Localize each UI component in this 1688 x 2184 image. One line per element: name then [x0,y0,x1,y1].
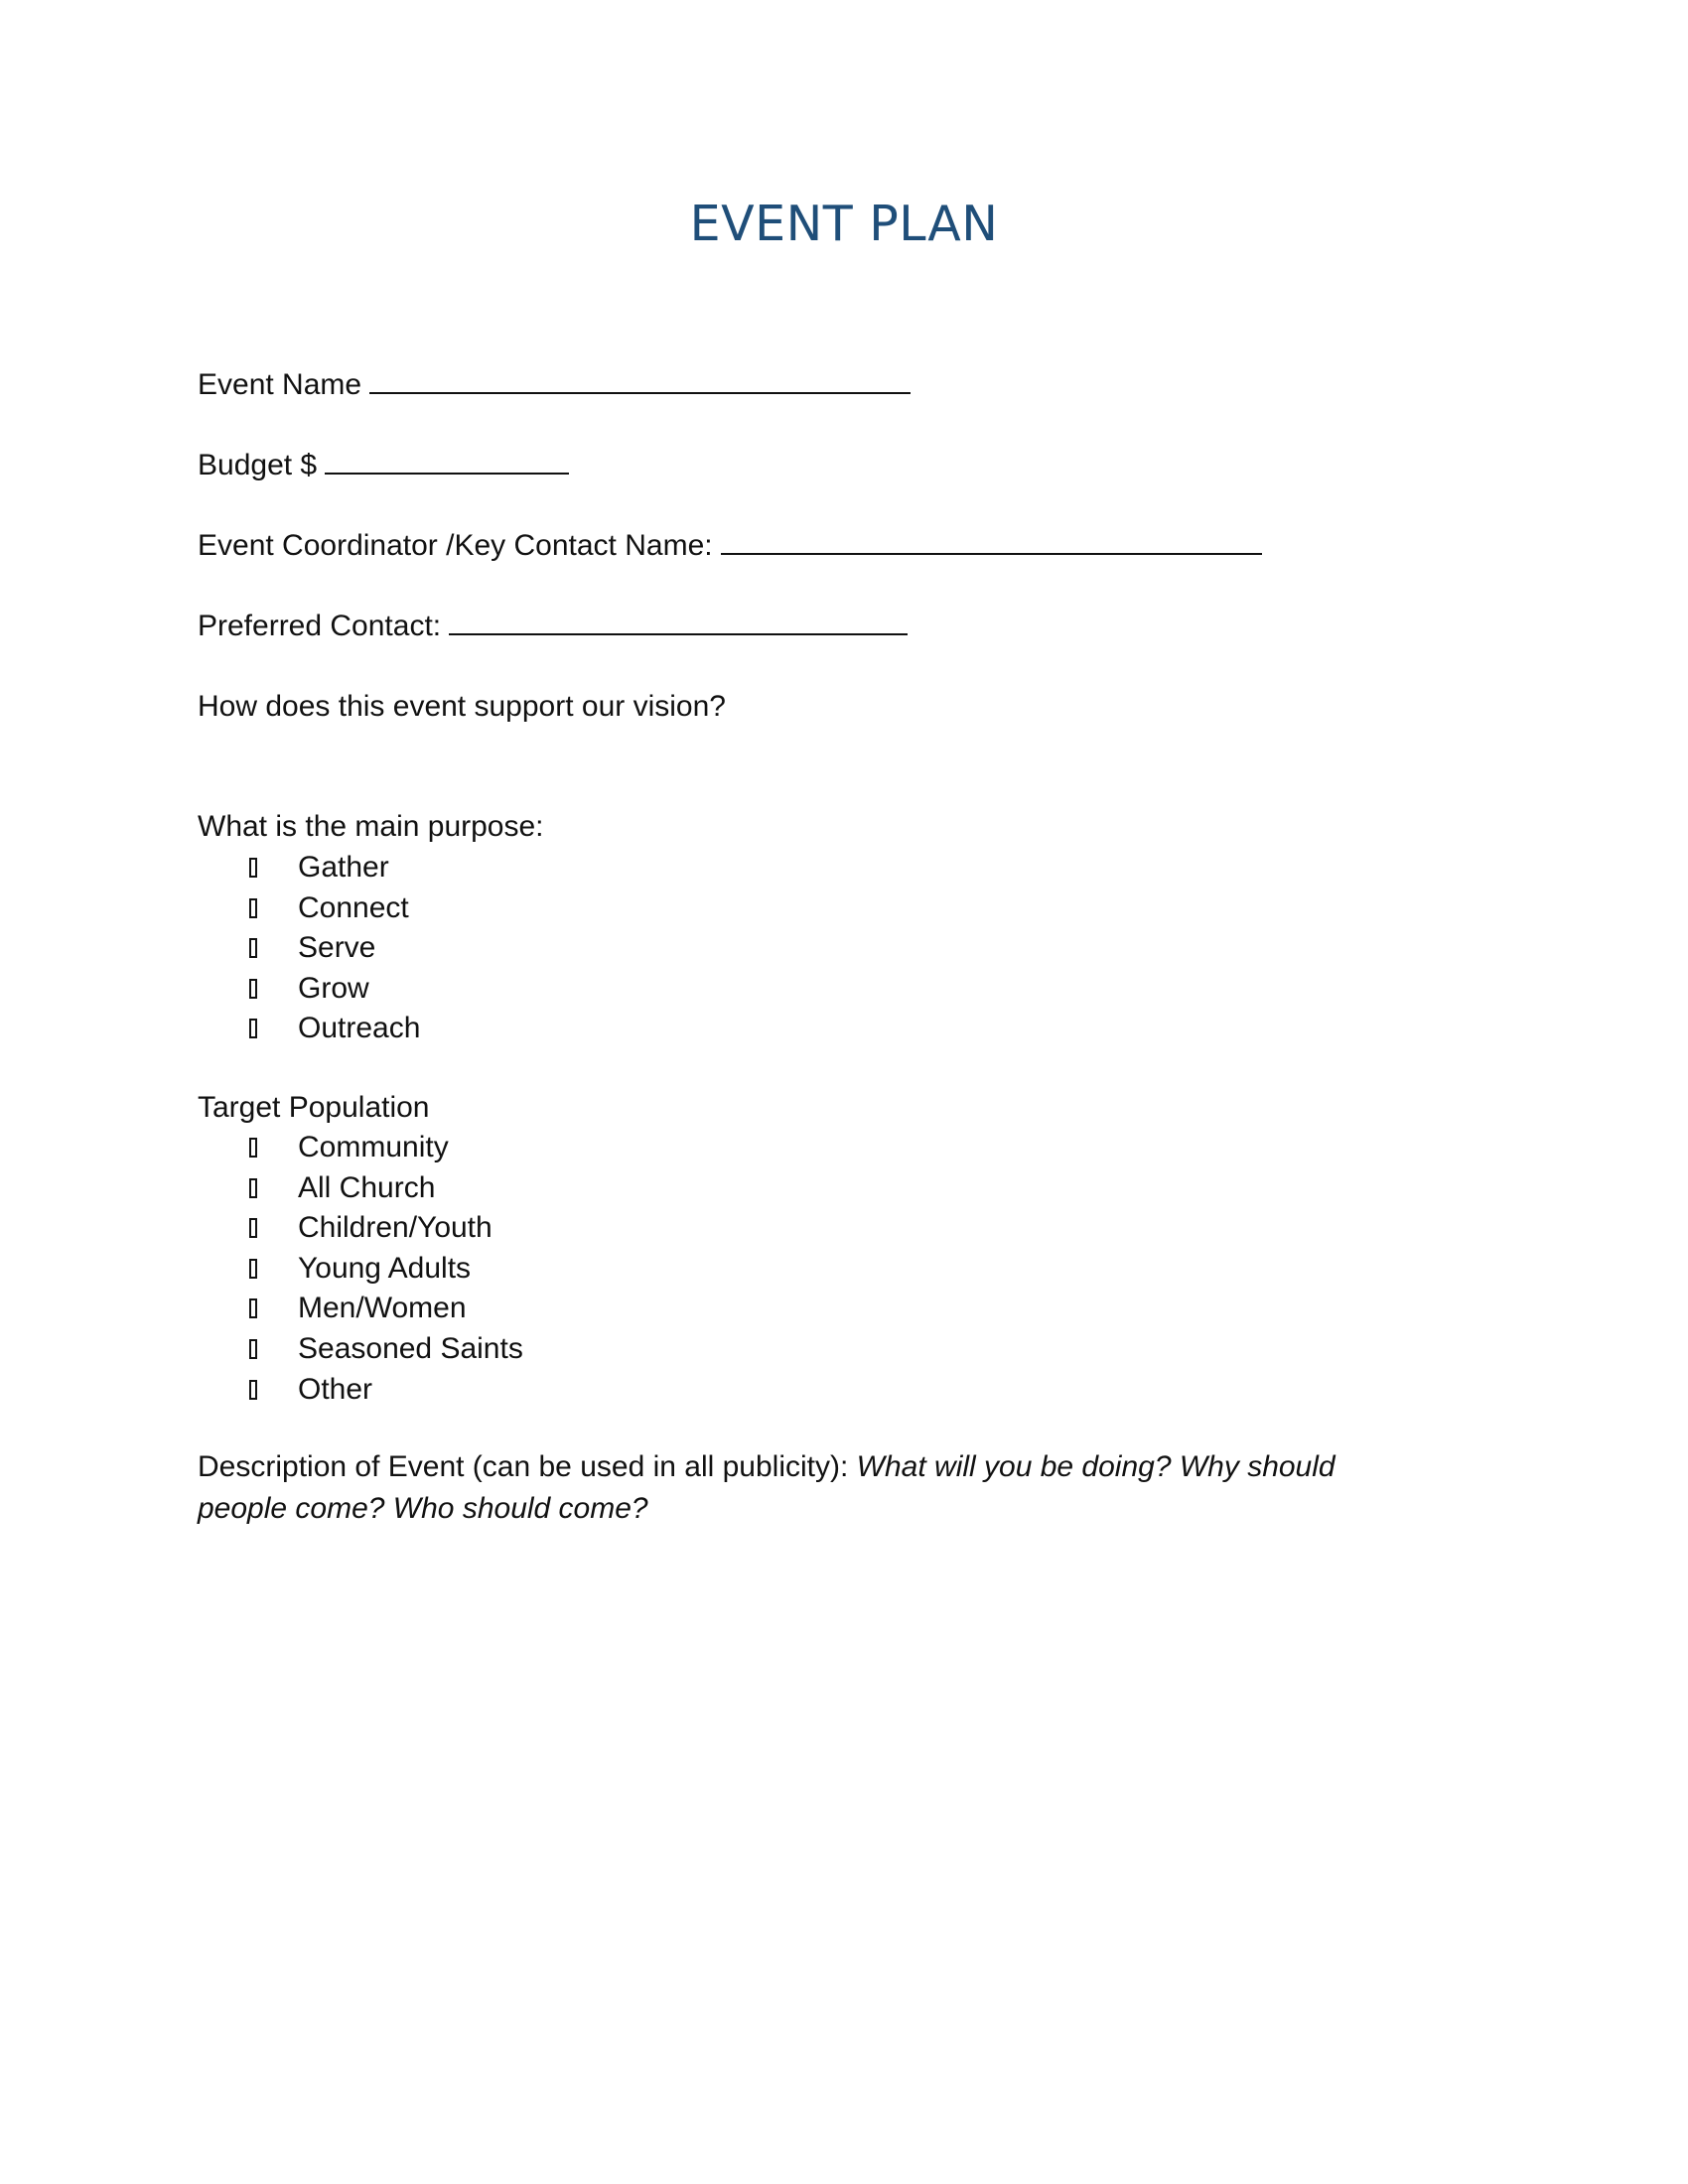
checkbox-icon[interactable] [249,1298,257,1318]
description-prompt: What will you be doing? Why should people come? Who should come? [198,1450,1336,1525]
checkbox-icon[interactable] [249,858,257,878]
checkbox-icon[interactable] [249,979,257,999]
event-description [198,1446,1409,1530]
checkbox-icon[interactable] [249,1259,257,1279]
checkbox-icon[interactable] [249,1019,257,1038]
page-title: EVENT PLAN [689,196,999,252]
event-name-label: Event Name [198,368,362,401]
coordinator-field[interactable] [721,527,1262,555]
checkbox-icon[interactable] [249,1339,257,1359]
coordinator-row [198,526,1262,566]
preferred-contact-field[interactable] [449,608,908,635]
preferred-contact-row [198,607,908,646]
budget-label: Budget $ [198,449,318,481]
checkbox-icon[interactable] [249,1218,257,1238]
budget-field[interactable] [325,447,569,475]
description-label: Description of Event (can be used in all publicity): [198,1450,857,1483]
target-heading: Target Population [198,1091,430,1124]
budget-row [198,446,569,485]
coordinator-label: Event Coordinator /Key Contact Name: [198,529,713,562]
checkbox-icon[interactable] [249,1380,257,1400]
checkbox-icon[interactable] [249,898,257,918]
preferred-contact-label: Preferred Contact: [198,610,442,642]
event-name-row [198,365,911,405]
checkbox-icon[interactable] [249,1178,257,1198]
event-name-field[interactable] [369,366,911,394]
vision-question: How does this event support our vision? [198,690,726,723]
checkbox-icon[interactable] [249,938,257,958]
document-page: EVENT PLAN Event Name Budget $ Event Coordinator /Key Contact Name: Preferred Contact: How does this event support our vision? What is the main purpose: Gather Connect Serve Grow Outreach Target Population Community All Church Children/Youth Young Adults Men/Women Seasoned Saints Other Description of Event (can be used in all publicity): What will you be doing? Why should people come? Who should come? [0,0,1688,2184]
checkbox-icon[interactable] [249,1138,257,1158]
purpose-heading: What is the main purpose: [198,810,544,843]
